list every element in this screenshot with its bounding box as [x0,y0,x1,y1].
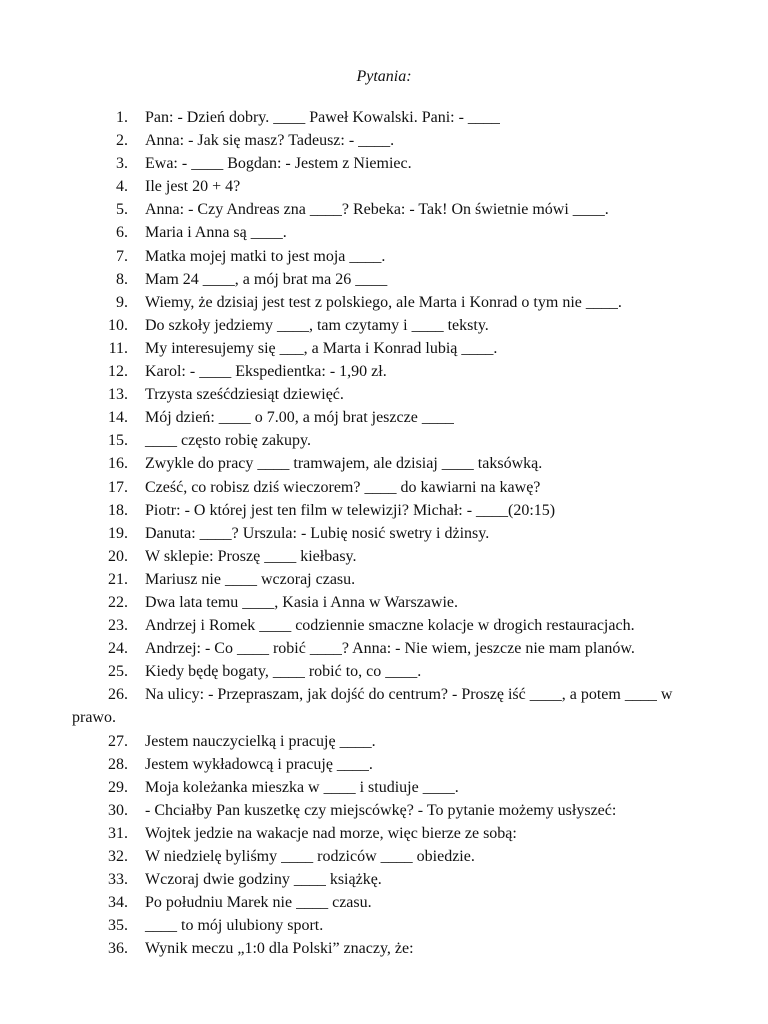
question-text: Jestem nauczycielką i pracuję ____. [145,732,376,750]
question-number: 10. [108,316,128,334]
question-number: 20. [108,547,128,565]
question-number: 5. [116,201,128,219]
question-item [0,476,768,499]
question-number: 15. [108,432,128,450]
question-number: 4. [116,178,128,196]
question-text: Kiedy będę bogaty, ____ robić to, co ____. [145,663,422,681]
question-text: Do szkoły jedziemy ____, tam czytamy i ____ teksty. [145,316,489,334]
question-text: Moja koleżanka mieszka w ____ i studiuje ____. [145,778,459,796]
question-number: 8. [116,270,128,288]
question-item [0,337,768,360]
question-text: W sklepie: Proszę ____ kiełbasy. [145,547,357,565]
question-text: Ile jest 20 + 4? [145,178,241,196]
question-text: Matka mojej matki to jest moja ____. [145,247,386,265]
question-number: 32. [108,848,128,865]
question-text: Dwa lata temu ____, Kasia i Anna w Warszawie. [145,593,458,611]
question-item [0,383,768,406]
question-text: Mam 24 ____, a mój brat ma 26 ____ [145,270,388,288]
question-item [0,429,768,452]
question-text: Po południu Marek nie ____ czasu. [145,894,372,912]
question-number: 7. [116,247,128,265]
question-list [0,106,768,960]
question-number: 30. [108,801,128,819]
question-item [0,198,768,221]
question-item [0,683,768,729]
question-text: Mariusz nie ____ wczoraj czasu. [145,570,356,588]
question-text: Trzysta sześćdziesiąt dziewięć. [145,386,344,404]
question-item [0,891,768,914]
question-text: Cześć, co robisz dziś wieczorem? ____ do kawiarni na kawę? [145,478,541,496]
question-number: 16. [108,455,128,473]
question-text: Karol: - ____ Ekspedientka: - 1,90 zł. [145,363,387,381]
question-item [0,106,768,129]
question-item [0,730,768,753]
question-text: Anna: - Jak się masz? Tadeusz: - ____. [145,132,395,150]
question-text: Na ulicy: - Przepraszam, jak dojść do centrum? - Proszę iść ____, a potem ____ w prawo. [72,686,673,727]
question-number: 31. [108,824,128,842]
question-text: Ewa: - ____ Bogdan: - Jestem z Niemiec. [145,155,412,173]
question-text: Maria i Anna są ____. [145,224,287,242]
question-number: 21. [108,570,128,588]
question-text: Piotr: - O której jest ten film w telewizji? Michał: - ____(20:15) [145,501,556,519]
question-number: 36. [108,940,128,958]
question-item [0,753,768,776]
question-item [0,221,768,244]
question-number: 26. [108,686,128,704]
question-number: 2. [116,132,128,150]
question-number: 12. [108,363,128,381]
question-item [0,937,768,960]
question-text: Wojtek jedzie na wakacje nad morze, więc bierze ze sobą: [145,824,517,842]
question-number: 18. [108,501,128,519]
question-number: 14. [108,409,128,427]
question-number: 29. [108,778,128,796]
question-text: My interesujemy się ___, a Marta i Konrad lubią ____. [145,339,498,357]
question-item [0,152,768,175]
page-title: Pytania: [356,68,412,85]
question-item [0,868,768,891]
question-item [0,360,768,383]
question-item [0,660,768,683]
question-text: Wynik meczu „1:0 dla Polski” znaczy, że: [145,940,414,958]
question-number: 23. [108,617,128,635]
question-item [0,914,768,937]
question-item [0,268,768,291]
question-text: Wiemy, że dzisiaj jest test z polskiego, ale Marta i Konrad o tym nie ____. [145,293,622,311]
question-text: Anna: - Czy Andreas zna ____? Rebeka: - Tak! On świetnie mówi ____. [145,201,609,219]
question-text: Zwykle do pracy ____ tramwajem, ale dzisiaj ____ taksówką. [145,455,543,473]
question-item [0,175,768,198]
question-number: 1. [116,109,128,126]
question-number: 6. [116,224,128,242]
question-item [0,822,768,845]
question-item [0,845,768,868]
question-number: 22. [108,593,128,611]
question-text: Danuta: ____? Urszula: - Lubię nosić swetry i dżinsy. [145,524,490,542]
question-text: ____ to mój ulubiony sport. [145,917,324,935]
question-text: W niedzielę byliśmy ____ rodziców ____ obiedzie. [145,848,475,865]
question-number: 28. [108,755,128,773]
question-item [0,591,768,614]
question-item [0,776,768,799]
question-item [0,637,768,660]
question-number: 33. [108,871,128,889]
question-number: 19. [108,524,128,542]
question-text: Jestem wykładowcą i pracuję ____. [145,755,373,773]
question-number: 11. [108,339,128,357]
question-text: Mój dzień: ____ o 7.00, a mój brat jeszcze ____ [145,409,454,427]
question-item [0,314,768,337]
question-item [0,499,768,522]
question-number: 9. [116,293,128,311]
question-item [0,614,768,637]
question-text: Pan: - Dzień dobry. ____ Paweł Kowalski. Pani: - ____ [145,109,500,126]
question-number: 13. [108,386,128,404]
question-number: 34. [108,894,128,912]
question-text: - Chciałby Pan kuszetkę czy miejscówkę? - To pytanie możemy usłyszeć: [145,801,617,819]
question-item [0,545,768,568]
question-text: Wczoraj dwie godziny ____ książkę. [145,871,382,889]
question-text: Andrzej: - Co ____ robić ____? Anna: - Nie wiem, jeszcze nie mam planów. [145,640,635,658]
question-text: Andrzej i Romek ____ codziennie smaczne kolacje w drogich restauracjach. [145,617,635,635]
question-number: 24. [108,640,128,658]
question-number: 27. [108,732,128,750]
question-number: 25. [108,663,128,681]
question-item [0,245,768,268]
question-item [0,406,768,429]
question-number: 35. [108,917,128,935]
question-item [0,452,768,475]
question-item [0,291,768,314]
question-item [0,568,768,591]
question-number: 3. [116,155,128,173]
question-text: ____ często robię zakupy. [145,432,312,450]
question-number: 17. [108,478,128,496]
question-item [0,522,768,545]
question-item [0,129,768,152]
question-item [0,799,768,822]
